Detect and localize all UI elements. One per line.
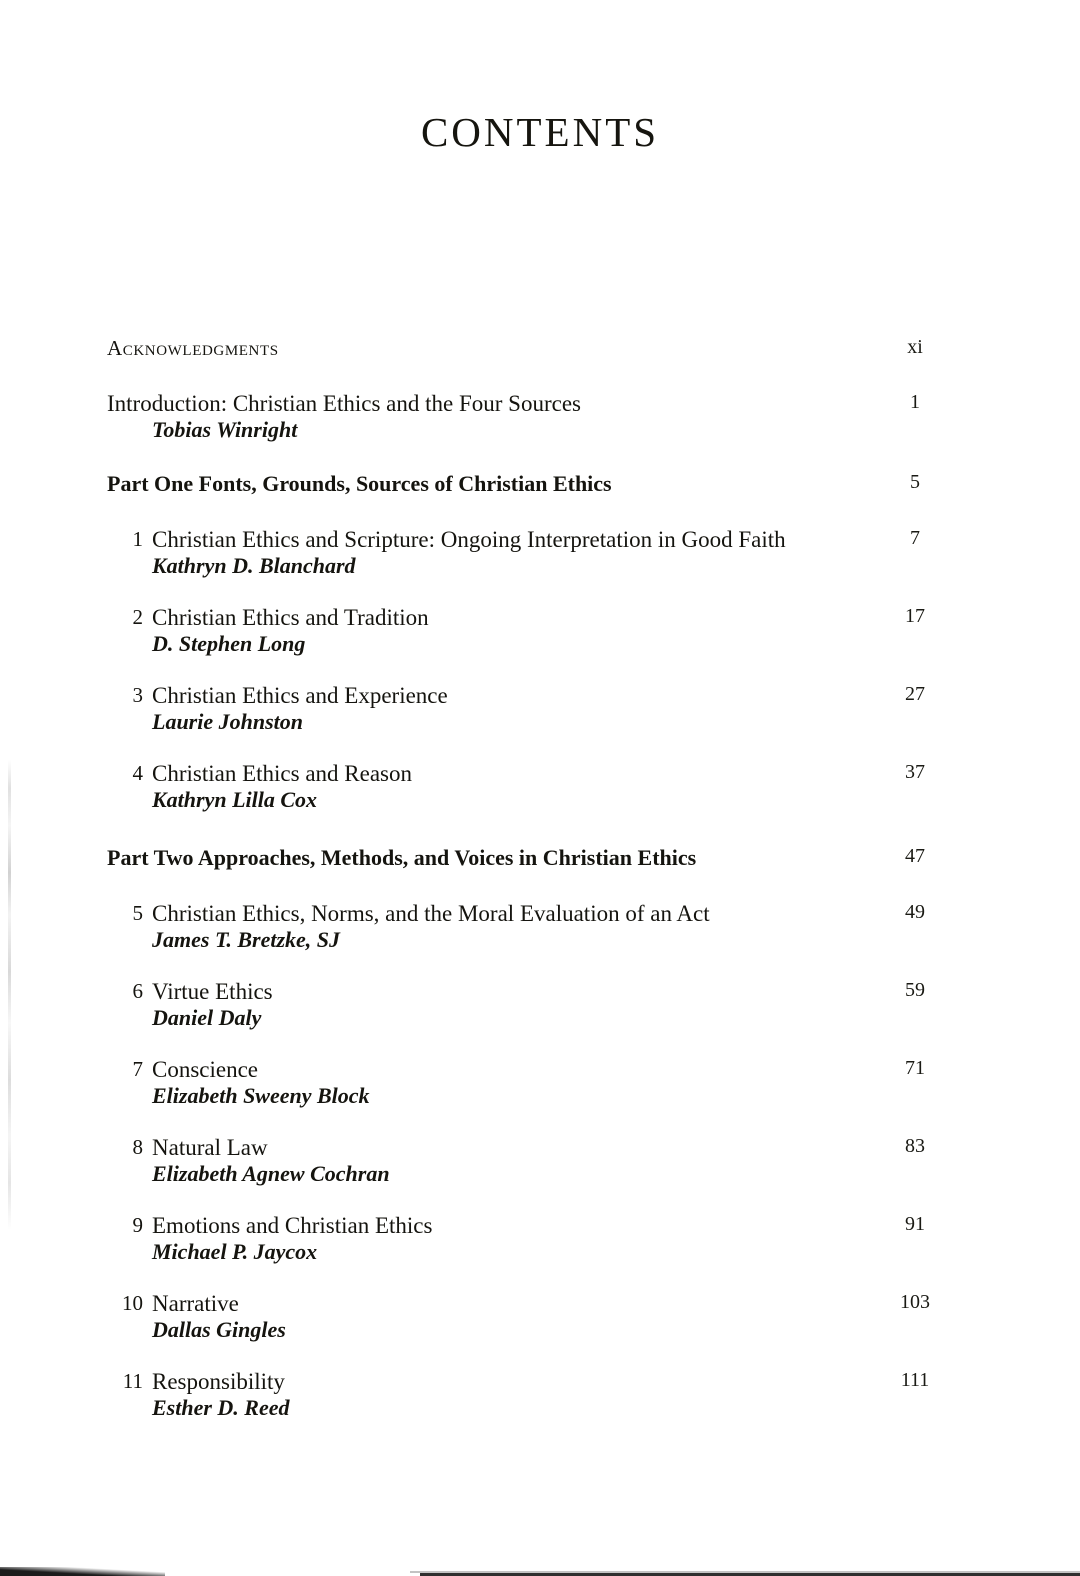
spacer (0, 657, 1080, 683)
chapter-number: 5 (132, 901, 143, 925)
chapter-title: Christian Ethics and Scripture: Ongoing Interpretation in Good Faith (152, 527, 786, 552)
spacer (0, 579, 1080, 605)
introduction-title: Introduction: Christian Ethics and the Four Sources (107, 391, 581, 416)
chapter-author: D. Stephen Long (152, 631, 306, 656)
chapter-number: 3 (132, 683, 143, 707)
toc-entry-chapter-9[interactable] (0, 1213, 1080, 1265)
page-number: 37 (905, 761, 925, 783)
chapter-number: 9 (132, 1213, 143, 1237)
toc-entry-chapter-6[interactable] (0, 979, 1080, 1031)
chapter-author: Laurie Johnston (152, 709, 303, 734)
page-number: 5 (910, 471, 920, 493)
introduction-author: Tobias Winright (152, 417, 298, 442)
spacer (0, 1187, 1080, 1213)
chapter-title: Conscience (152, 1057, 259, 1082)
chapter-title: Christian Ethics and Tradition (152, 605, 429, 630)
page-number: 47 (905, 845, 925, 867)
page-number: 49 (905, 901, 925, 923)
chapter-title: Christian Ethics and Reason (152, 761, 412, 786)
page-number: 83 (905, 1135, 925, 1157)
chapter-title: Virtue Ethics (152, 979, 273, 1004)
chapter-author: Dallas Gingles (152, 1317, 286, 1342)
toc-entry-chapter-3[interactable] (0, 683, 1080, 735)
spacer (0, 443, 1080, 471)
chapter-title: Emotions and Christian Ethics (152, 1213, 433, 1238)
toc-entry-chapter-8[interactable] (0, 1135, 1080, 1187)
chapter-number: 10 (122, 1291, 143, 1315)
scan-artifact-bottom-corner (0, 1567, 165, 1576)
spacer (0, 1109, 1080, 1135)
part-two-heading: Part Two Approaches, Methods, and Voices in Christian Ethics (107, 845, 697, 870)
chapter-number: 1 (132, 527, 143, 551)
spacer (0, 1031, 1080, 1057)
page-number: 27 (905, 683, 925, 705)
chapter-author: Elizabeth Agnew Cochran (152, 1161, 390, 1186)
chapter-title: Christian Ethics, Norms, and the Moral Evaluation of an Act (152, 901, 710, 926)
toc-entry-chapter-10[interactable] (0, 1291, 1080, 1343)
toc-entry-chapter-4[interactable] (0, 761, 1080, 813)
spacer (0, 953, 1080, 979)
chapter-title: Responsibility (152, 1369, 285, 1394)
page-title: CONTENTS (420, 109, 660, 155)
chapter-title: Christian Ethics and Experience (152, 683, 448, 708)
chapter-number: 6 (132, 979, 143, 1003)
page-number: 111 (900, 1369, 930, 1391)
scan-artifact-bottom-edge (0, 1570, 1080, 1576)
toc-entry-chapter-1[interactable] (0, 527, 1080, 579)
page-number: 59 (905, 979, 925, 1001)
toc-entry-introduction[interactable] (0, 391, 1080, 443)
chapter-author: Michael P. Jaycox (152, 1239, 318, 1264)
toc-entry-list (0, 336, 1080, 1421)
spacer (0, 871, 1080, 901)
spacer (0, 497, 1080, 527)
page-number: xi (907, 336, 923, 358)
page-number: 17 (905, 605, 925, 627)
toc-entry-part-one[interactable] (0, 471, 1080, 497)
page-number: 91 (905, 1213, 925, 1235)
chapter-author: Daniel Daly (152, 1005, 262, 1030)
page-number: 103 (900, 1291, 930, 1313)
spacer (0, 1265, 1080, 1291)
chapter-author: James T. Bretzke, SJ (152, 927, 341, 952)
toc-entry-chapter-11[interactable] (0, 1369, 1080, 1421)
spacer (0, 1343, 1080, 1369)
toc-entry-chapter-7[interactable] (0, 1057, 1080, 1109)
page-number: 7 (910, 527, 920, 549)
chapter-title: Narrative (152, 1291, 239, 1316)
chapter-number: 2 (132, 605, 143, 629)
toc-entry-acknowledgments[interactable] (0, 336, 1080, 361)
chapter-author: Esther D. Reed (152, 1395, 290, 1420)
chapter-number: 7 (132, 1057, 143, 1081)
chapter-author: Kathryn D. Blanchard (152, 553, 356, 578)
chapter-number: 8 (132, 1135, 143, 1159)
toc-entry-chapter-2[interactable] (0, 605, 1080, 657)
scan-artifact-bottom-fade (410, 1571, 1080, 1573)
page-number: 71 (905, 1057, 925, 1079)
toc-entry-chapter-5[interactable] (0, 901, 1080, 953)
frontmatter-label: Acknowledgments (107, 336, 279, 360)
page-number: 1 (910, 391, 920, 413)
spacer (0, 813, 1080, 845)
chapter-title: Natural Law (152, 1135, 268, 1160)
spacer (0, 735, 1080, 761)
toc-entry-part-two[interactable] (0, 845, 1080, 871)
spacer (0, 361, 1080, 391)
part-one-heading: Part One Fonts, Grounds, Sources of Christian Ethics (107, 471, 612, 496)
chapter-number: 4 (132, 761, 143, 785)
chapter-author: Kathryn Lilla Cox (152, 787, 318, 812)
chapter-author: Elizabeth Sweeny Block (152, 1083, 370, 1108)
chapter-number: 11 (122, 1369, 143, 1393)
